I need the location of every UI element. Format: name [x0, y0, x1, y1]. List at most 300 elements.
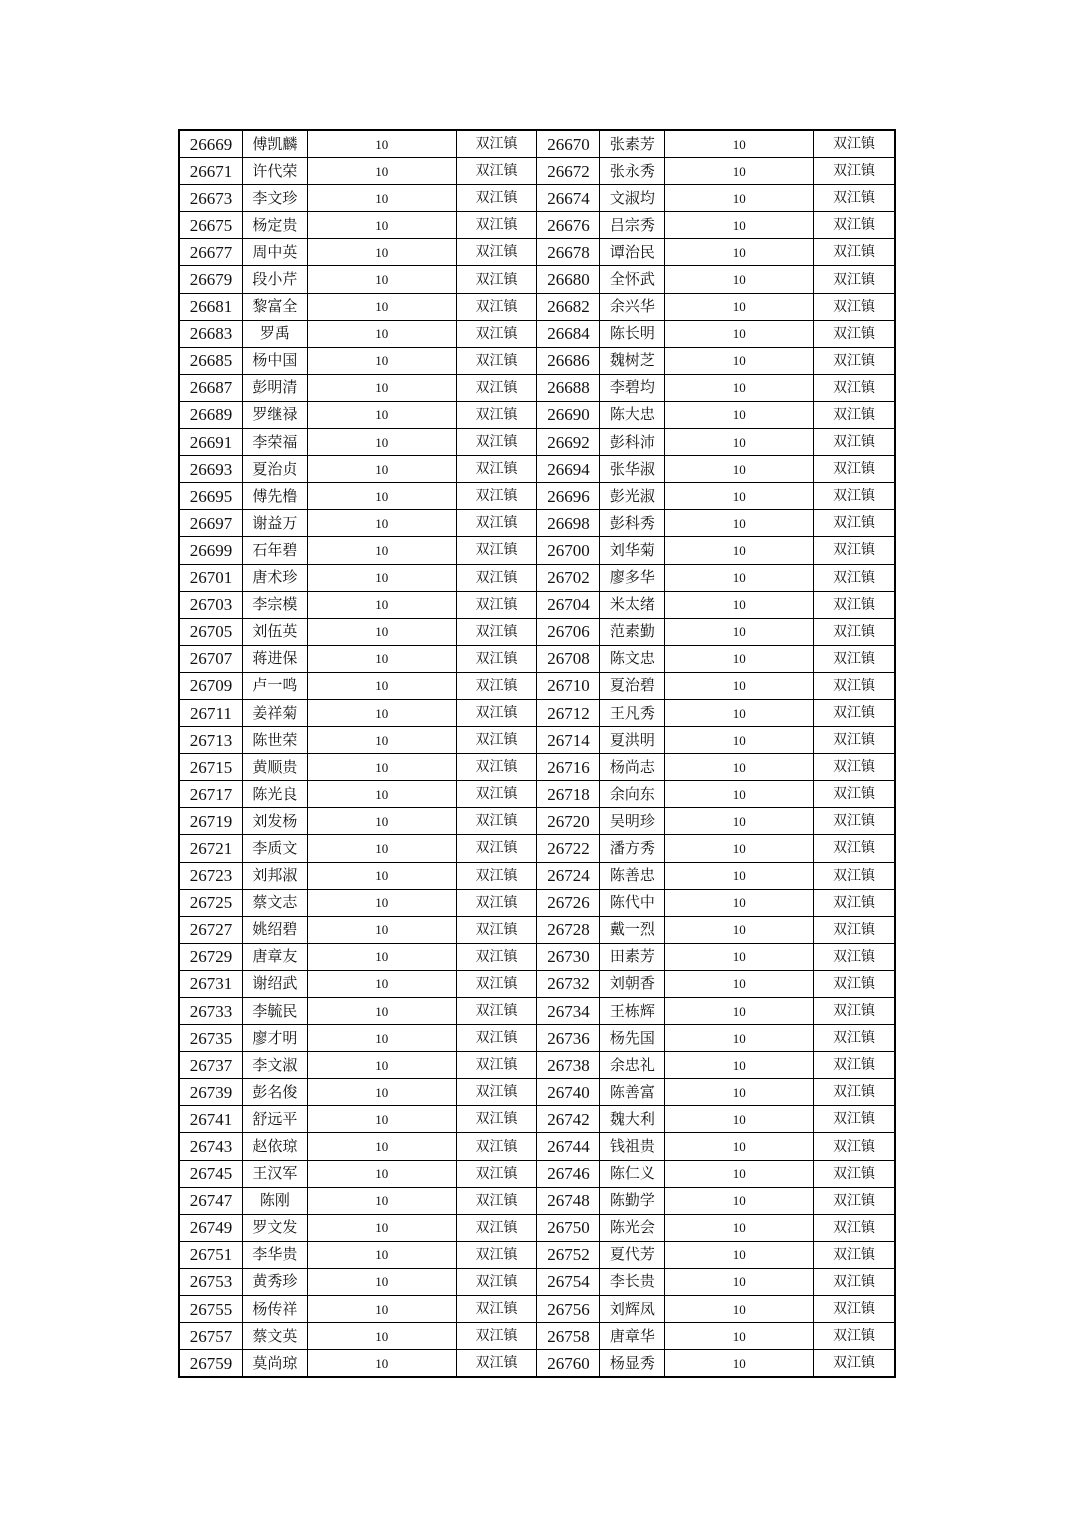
record-id: 26722 — [537, 835, 600, 862]
table-row — [179, 1025, 895, 1052]
person-name: 彭名俊 — [242, 1079, 307, 1106]
person-name: 全怀武 — [600, 266, 665, 293]
amount: 10 — [665, 266, 814, 293]
person-name: 谭治民 — [600, 239, 665, 266]
record-id: 26743 — [179, 1133, 242, 1160]
record-id: 26749 — [179, 1214, 242, 1241]
record-id: 26701 — [179, 564, 242, 591]
town: 双江镇 — [814, 645, 895, 672]
person-name: 段小芹 — [242, 266, 307, 293]
table-row — [179, 347, 895, 374]
person-name: 廖多华 — [600, 564, 665, 591]
town: 双江镇 — [814, 1350, 895, 1378]
amount: 10 — [307, 591, 456, 618]
table-row — [179, 645, 895, 672]
person-name: 魏大利 — [600, 1106, 665, 1133]
town: 双江镇 — [814, 266, 895, 293]
amount: 10 — [665, 727, 814, 754]
table-row — [179, 293, 895, 320]
person-name: 田素芳 — [600, 943, 665, 970]
person-name: 李华贵 — [242, 1241, 307, 1268]
person-name: 吴明珍 — [600, 808, 665, 835]
town: 双江镇 — [814, 320, 895, 347]
table-row — [179, 591, 895, 618]
amount: 10 — [307, 320, 456, 347]
record-id: 26697 — [179, 510, 242, 537]
record-id: 26735 — [179, 1025, 242, 1052]
person-name: 唐章华 — [600, 1323, 665, 1350]
person-name: 刘朝香 — [600, 970, 665, 997]
town: 双江镇 — [814, 537, 895, 564]
person-name: 黎富全 — [242, 293, 307, 320]
table-row — [179, 835, 895, 862]
amount: 10 — [665, 889, 814, 916]
table-row — [179, 158, 895, 185]
town: 双江镇 — [456, 239, 537, 266]
amount: 10 — [307, 293, 456, 320]
amount: 10 — [665, 672, 814, 699]
record-id: 26706 — [537, 618, 600, 645]
record-id: 26753 — [179, 1268, 242, 1295]
amount: 10 — [307, 672, 456, 699]
amount: 10 — [307, 754, 456, 781]
amount: 10 — [665, 374, 814, 401]
table-row — [179, 1187, 895, 1214]
town: 双江镇 — [456, 320, 537, 347]
person-name: 张华淑 — [600, 456, 665, 483]
amount: 10 — [665, 130, 814, 158]
person-name: 夏代芳 — [600, 1241, 665, 1268]
amount: 10 — [665, 401, 814, 428]
amount: 10 — [307, 1025, 456, 1052]
table-row — [179, 1296, 895, 1323]
person-name: 陈刚 — [242, 1187, 307, 1214]
town: 双江镇 — [814, 1241, 895, 1268]
town: 双江镇 — [456, 266, 537, 293]
record-id: 26756 — [537, 1296, 600, 1323]
town: 双江镇 — [456, 293, 537, 320]
town: 双江镇 — [814, 347, 895, 374]
table-row — [179, 1323, 895, 1350]
table-row — [179, 1079, 895, 1106]
table-row — [179, 781, 895, 808]
amount: 10 — [307, 781, 456, 808]
record-id: 26736 — [537, 1025, 600, 1052]
amount: 10 — [307, 401, 456, 428]
amount: 10 — [307, 1160, 456, 1187]
record-id: 26742 — [537, 1106, 600, 1133]
record-id: 26754 — [537, 1268, 600, 1295]
town: 双江镇 — [814, 185, 895, 212]
town: 双江镇 — [456, 483, 537, 510]
amount: 10 — [665, 1241, 814, 1268]
town: 双江镇 — [814, 374, 895, 401]
person-name: 罗继禄 — [242, 401, 307, 428]
town: 双江镇 — [456, 1241, 537, 1268]
person-name: 戴一烈 — [600, 916, 665, 943]
town: 双江镇 — [814, 212, 895, 239]
table-row — [179, 754, 895, 781]
table-row — [179, 699, 895, 726]
amount: 10 — [665, 1079, 814, 1106]
town: 双江镇 — [456, 1350, 537, 1378]
person-name: 杨定贵 — [242, 212, 307, 239]
town: 双江镇 — [456, 1133, 537, 1160]
amount: 10 — [307, 1268, 456, 1295]
table-row — [179, 727, 895, 754]
town: 双江镇 — [814, 1187, 895, 1214]
record-id: 26703 — [179, 591, 242, 618]
table-row — [179, 1214, 895, 1241]
amount: 10 — [665, 212, 814, 239]
person-name: 姜祥菊 — [242, 699, 307, 726]
person-name: 姚绍碧 — [242, 916, 307, 943]
person-name: 余向东 — [600, 781, 665, 808]
amount: 10 — [665, 645, 814, 672]
town: 双江镇 — [456, 1052, 537, 1079]
amount: 10 — [665, 808, 814, 835]
person-name: 余忠礼 — [600, 1052, 665, 1079]
record-id: 26672 — [537, 158, 600, 185]
amount: 10 — [307, 1052, 456, 1079]
amount: 10 — [665, 943, 814, 970]
record-id: 26760 — [537, 1350, 600, 1378]
record-id: 26755 — [179, 1296, 242, 1323]
record-id: 26726 — [537, 889, 600, 916]
amount: 10 — [665, 998, 814, 1025]
record-id: 26683 — [179, 320, 242, 347]
record-id: 26745 — [179, 1160, 242, 1187]
amount: 10 — [665, 835, 814, 862]
amount: 10 — [307, 808, 456, 835]
amount: 10 — [307, 1350, 456, 1378]
town: 双江镇 — [456, 401, 537, 428]
person-name: 张永秀 — [600, 158, 665, 185]
town: 双江镇 — [814, 239, 895, 266]
record-id: 26748 — [537, 1187, 600, 1214]
record-id: 26739 — [179, 1079, 242, 1106]
person-name: 蔡文志 — [242, 889, 307, 916]
record-id: 26700 — [537, 537, 600, 564]
town: 双江镇 — [456, 835, 537, 862]
record-id: 26694 — [537, 456, 600, 483]
town: 双江镇 — [456, 727, 537, 754]
record-id: 26715 — [179, 754, 242, 781]
table-row — [179, 1106, 895, 1133]
record-id: 26719 — [179, 808, 242, 835]
record-id: 26729 — [179, 943, 242, 970]
amount: 10 — [307, 1187, 456, 1214]
town: 双江镇 — [456, 1268, 537, 1295]
amount: 10 — [307, 347, 456, 374]
town: 双江镇 — [814, 401, 895, 428]
table-row — [179, 998, 895, 1025]
person-name: 陈勤学 — [600, 1187, 665, 1214]
person-name: 范素勤 — [600, 618, 665, 645]
person-name: 李长贵 — [600, 1268, 665, 1295]
amount: 10 — [307, 618, 456, 645]
person-name: 蔡文英 — [242, 1323, 307, 1350]
amount: 10 — [665, 185, 814, 212]
person-name: 廖才明 — [242, 1025, 307, 1052]
person-name: 王凡秀 — [600, 699, 665, 726]
town: 双江镇 — [814, 1133, 895, 1160]
record-id: 26711 — [179, 699, 242, 726]
amount: 10 — [665, 754, 814, 781]
amount: 10 — [307, 1133, 456, 1160]
record-id: 26741 — [179, 1106, 242, 1133]
town: 双江镇 — [814, 1052, 895, 1079]
record-id: 26714 — [537, 727, 600, 754]
amount: 10 — [665, 1052, 814, 1079]
amount: 10 — [665, 1133, 814, 1160]
table-row — [179, 239, 895, 266]
record-id: 26718 — [537, 781, 600, 808]
table-row — [179, 1052, 895, 1079]
person-name: 赵依琼 — [242, 1133, 307, 1160]
person-name: 潘方秀 — [600, 835, 665, 862]
amount: 10 — [307, 429, 456, 456]
amount: 10 — [307, 456, 456, 483]
record-id: 26725 — [179, 889, 242, 916]
town: 双江镇 — [456, 699, 537, 726]
record-id: 26712 — [537, 699, 600, 726]
town: 双江镇 — [456, 1296, 537, 1323]
person-name: 刘伍英 — [242, 618, 307, 645]
person-name: 刘华菊 — [600, 537, 665, 564]
town: 双江镇 — [456, 510, 537, 537]
person-name: 谢益万 — [242, 510, 307, 537]
town: 双江镇 — [456, 1187, 537, 1214]
record-id: 26681 — [179, 293, 242, 320]
amount: 10 — [307, 239, 456, 266]
record-id: 26702 — [537, 564, 600, 591]
record-id: 26671 — [179, 158, 242, 185]
amount: 10 — [307, 835, 456, 862]
amount: 10 — [665, 564, 814, 591]
person-name: 谢绍武 — [242, 970, 307, 997]
table-row — [179, 943, 895, 970]
amount: 10 — [665, 781, 814, 808]
amount: 10 — [307, 727, 456, 754]
amount: 10 — [307, 537, 456, 564]
record-id: 26708 — [537, 645, 600, 672]
person-name: 李质文 — [242, 835, 307, 862]
person-name: 文淑均 — [600, 185, 665, 212]
person-name: 刘邦淑 — [242, 862, 307, 889]
town: 双江镇 — [456, 158, 537, 185]
town: 双江镇 — [456, 645, 537, 672]
town: 双江镇 — [456, 212, 537, 239]
record-id: 26752 — [537, 1241, 600, 1268]
table-row — [179, 889, 895, 916]
amount: 10 — [665, 320, 814, 347]
town: 双江镇 — [814, 130, 895, 158]
amount: 10 — [307, 483, 456, 510]
amount: 10 — [307, 374, 456, 401]
amount: 10 — [665, 1296, 814, 1323]
amount: 10 — [307, 943, 456, 970]
record-id: 26721 — [179, 835, 242, 862]
person-name: 钱祖贵 — [600, 1133, 665, 1160]
record-id: 26710 — [537, 672, 600, 699]
record-id: 26732 — [537, 970, 600, 997]
person-name: 刘发杨 — [242, 808, 307, 835]
amount: 10 — [665, 1160, 814, 1187]
record-id: 26670 — [537, 130, 600, 158]
amount: 10 — [665, 510, 814, 537]
records-table — [178, 129, 896, 1378]
table-row — [179, 970, 895, 997]
amount: 10 — [307, 266, 456, 293]
table-row — [179, 456, 895, 483]
amount: 10 — [665, 1187, 814, 1214]
person-name: 陈文忠 — [600, 645, 665, 672]
town: 双江镇 — [456, 185, 537, 212]
town: 双江镇 — [814, 1214, 895, 1241]
town: 双江镇 — [814, 591, 895, 618]
record-id: 26727 — [179, 916, 242, 943]
table-row — [179, 1133, 895, 1160]
person-name: 石年碧 — [242, 537, 307, 564]
record-id: 26717 — [179, 781, 242, 808]
table-row — [179, 401, 895, 428]
person-name: 陈光会 — [600, 1214, 665, 1241]
person-name: 刘辉凤 — [600, 1296, 665, 1323]
amount: 10 — [307, 564, 456, 591]
person-name: 杨显秀 — [600, 1350, 665, 1378]
town: 双江镇 — [456, 1160, 537, 1187]
town: 双江镇 — [456, 1214, 537, 1241]
amount: 10 — [665, 158, 814, 185]
person-name: 罗禹 — [242, 320, 307, 347]
person-name: 米太绪 — [600, 591, 665, 618]
person-name: 傅先橹 — [242, 483, 307, 510]
person-name: 陈长明 — [600, 320, 665, 347]
person-name: 杨先国 — [600, 1025, 665, 1052]
person-name: 唐章友 — [242, 943, 307, 970]
town: 双江镇 — [814, 862, 895, 889]
record-id: 26677 — [179, 239, 242, 266]
table-row — [179, 483, 895, 510]
town: 双江镇 — [456, 1106, 537, 1133]
table-row — [179, 374, 895, 401]
record-id: 26724 — [537, 862, 600, 889]
town: 双江镇 — [456, 429, 537, 456]
person-name: 杨传祥 — [242, 1296, 307, 1323]
person-name: 陈仁义 — [600, 1160, 665, 1187]
person-name: 夏治贞 — [242, 456, 307, 483]
record-id: 26733 — [179, 998, 242, 1025]
town: 双江镇 — [814, 754, 895, 781]
record-id: 26688 — [537, 374, 600, 401]
record-id: 26730 — [537, 943, 600, 970]
table-row — [179, 266, 895, 293]
town: 双江镇 — [814, 943, 895, 970]
person-name: 黄秀珍 — [242, 1268, 307, 1295]
person-name: 夏治碧 — [600, 672, 665, 699]
amount: 10 — [307, 916, 456, 943]
town: 双江镇 — [456, 374, 537, 401]
table-row — [179, 320, 895, 347]
record-id: 26757 — [179, 1323, 242, 1350]
town: 双江镇 — [814, 672, 895, 699]
town: 双江镇 — [814, 727, 895, 754]
record-id: 26696 — [537, 483, 600, 510]
person-name: 陈代中 — [600, 889, 665, 916]
town: 双江镇 — [456, 998, 537, 1025]
record-id: 26684 — [537, 320, 600, 347]
amount: 10 — [307, 1214, 456, 1241]
town: 双江镇 — [456, 1025, 537, 1052]
town: 双江镇 — [456, 970, 537, 997]
town: 双江镇 — [814, 808, 895, 835]
record-id: 26740 — [537, 1079, 600, 1106]
table-row — [179, 564, 895, 591]
record-id: 26751 — [179, 1241, 242, 1268]
amount: 10 — [665, 293, 814, 320]
town: 双江镇 — [814, 618, 895, 645]
amount: 10 — [307, 1323, 456, 1350]
table-row — [179, 130, 895, 158]
record-id: 26720 — [537, 808, 600, 835]
town: 双江镇 — [456, 889, 537, 916]
town: 双江镇 — [814, 483, 895, 510]
amount: 10 — [307, 1106, 456, 1133]
amount: 10 — [307, 212, 456, 239]
record-id: 26680 — [537, 266, 600, 293]
record-id: 26738 — [537, 1052, 600, 1079]
amount: 10 — [665, 1106, 814, 1133]
record-id: 26713 — [179, 727, 242, 754]
record-id: 26716 — [537, 754, 600, 781]
person-name: 李毓民 — [242, 998, 307, 1025]
amount: 10 — [307, 1296, 456, 1323]
person-name: 许代荣 — [242, 158, 307, 185]
town: 双江镇 — [814, 970, 895, 997]
record-id: 26747 — [179, 1187, 242, 1214]
table-row — [179, 537, 895, 564]
amount: 10 — [307, 185, 456, 212]
person-name: 唐术珍 — [242, 564, 307, 591]
table-row — [179, 1268, 895, 1295]
amount: 10 — [307, 889, 456, 916]
town: 双江镇 — [814, 1079, 895, 1106]
amount: 10 — [665, 429, 814, 456]
person-name: 黄顺贵 — [242, 754, 307, 781]
town: 双江镇 — [456, 808, 537, 835]
person-name: 莫尚琼 — [242, 1350, 307, 1378]
town: 双江镇 — [456, 130, 537, 158]
record-id: 26728 — [537, 916, 600, 943]
amount: 10 — [665, 1323, 814, 1350]
amount: 10 — [665, 456, 814, 483]
person-name: 卢一鸣 — [242, 672, 307, 699]
record-id: 26690 — [537, 401, 600, 428]
town: 双江镇 — [456, 564, 537, 591]
person-name: 李碧均 — [600, 374, 665, 401]
person-name: 陈善忠 — [600, 862, 665, 889]
person-name: 周中英 — [242, 239, 307, 266]
person-name: 傅凯麟 — [242, 130, 307, 158]
person-name: 陈大忠 — [600, 401, 665, 428]
person-name: 舒远平 — [242, 1106, 307, 1133]
amount: 10 — [665, 618, 814, 645]
person-name: 余兴华 — [600, 293, 665, 320]
person-name: 李荣福 — [242, 429, 307, 456]
person-name: 彭明清 — [242, 374, 307, 401]
person-name: 夏洪明 — [600, 727, 665, 754]
